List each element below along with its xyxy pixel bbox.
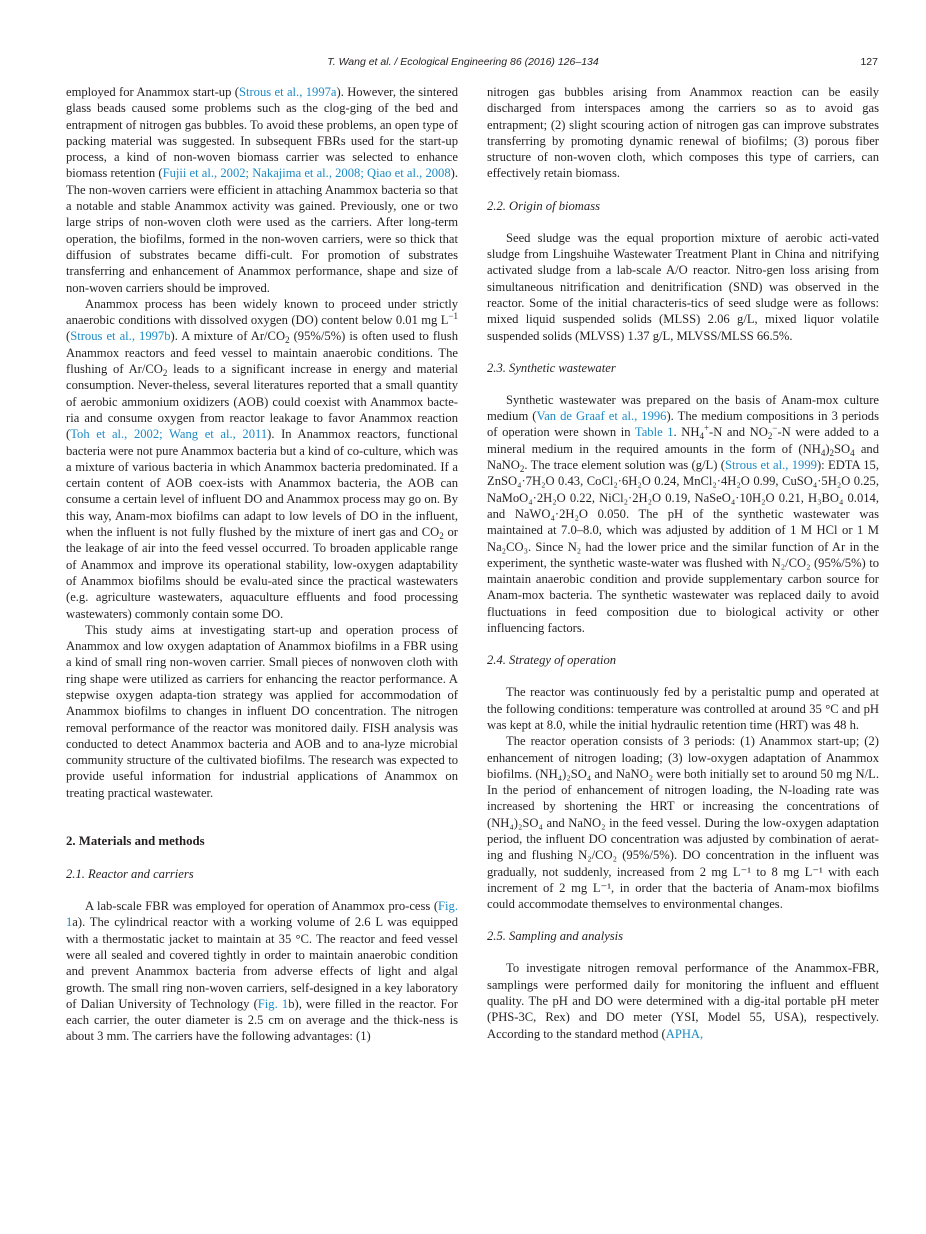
text: ). The medium compositions in 3 periods of operation were shown in — [487, 409, 879, 440]
subscript: 2 — [285, 335, 290, 346]
text: . The trace element solution was (g/L) ( — [524, 458, 725, 473]
text: ). However, the sintered glass beads caused some problems such as the clog-ging of the bed and entrapment of nitrogen gas bubbles. To avoid these problems, an open type of packing material was suggested. In subsequent FBRs used for the start-up process, a kind of non-woven biomass carrier was selected to enhance biomass retention ( — [66, 85, 458, 181]
paragraph-anaerobic-conditions — [66, 296, 458, 622]
subscript: 4 — [850, 447, 855, 458]
paragraph-carrier-advantages: nitrogen gas bubbles arising from Anammox reaction can be easily discharged from interspaces among the carriers so as to avoid gas entrapment; (2) slight scouring action of nitrogen gas can improve substrates transferring by promoting dynamic renewal of biofilms; (3) porous fiber structure of non-woven cloth, which composes this type of carriers, can effectively retain biomass. — [487, 85, 879, 181]
citation-link-strous-1997b[interactable]: Strous et al., 1997b — [70, 329, 171, 344]
text: ) — [825, 441, 830, 456]
citation-link-fujii-nakajima-qiao[interactable]: Fujii et al., 2002; Nakajima et al., 2008; Qiao et al., 2008 — [162, 166, 451, 181]
text: leads to a significant increase in energy and material consumption. Never-theless, several literatures reported that a small quantity of aerobic ammonium oxidizers (AOB) could coexist with Anammox bacte-ria and consume oxygen from reactor leakage to favor Anammox reaction ( — [66, 362, 459, 442]
table-link-table1[interactable]: Table 1 — [634, 425, 674, 440]
paragraph-synthetic-wastewater — [487, 392, 879, 636]
text: ). In Anammox reactors, functional bacteria were not pure Anammox bacteria but a kind of co-culture, which was a mixture of various bacteria in which Anammox bacteria predominated. If a certain content of AOB coex-ists with Anammox bacteria, the AOB can consume a certain level of influent DO and Anammox process may go on. By this way, Anam-mox biofilms can adapt to low levels of DO in the influent, when the influent is not fully flushed by the mixture of inert gas and CO — [66, 427, 459, 540]
citation-link-toh-wang[interactable]: Toh et al., 2002; Wang et al., 2011 — [70, 427, 268, 442]
paragraph-operating-conditions: The reactor was continuously fed by a peristaltic pump and operated at the following conditions: temperature was controlled at around 35 °C and pH was kept at 8.0, while the initial hydraulic retention time (HRT) was 48 h. — [487, 685, 879, 732]
journal-citation: T. Wang et al. / Ecological Engineering 86 (2016) 126–134 — [327, 56, 599, 68]
subscript: 4 — [699, 431, 704, 442]
running-header — [0, 56, 926, 72]
text: ( — [66, 329, 71, 344]
subsection-heading-sampling-analysis: 2.5. Sampling and analysis — [487, 929, 624, 944]
subscript: 2 — [767, 431, 773, 442]
subsection-heading-origin-biomass: 2.2. Origin of biomass — [487, 198, 601, 213]
text: Anammox process has been widely known to proceed under strictly anaerobic conditions with dissolved oxygen (DO) content below 0.01 mg L — [66, 296, 458, 328]
subsection-heading-strategy-operation: 2.4. Strategy of operation — [487, 653, 617, 668]
citation-link-strous-1999[interactable]: Strous et al., 1999 — [725, 458, 817, 473]
subscript: 2 — [829, 447, 835, 458]
text: ): EDTA 15, ZnSO₄·7H₂O 0.43, CoCl₂·6H₂O 0.24, MnCl₂·4H₂O 0.99, CuSO₄·5H₂O 0.25, NaMoO₄·2H₂O 0.22, NiCl₂·2H₂O 0.19, NaSeO₄·10H₂O 0.21, H₃BO₄ 0.014, and NaWO₄·2H₂O 0.050. The pH of the synthetic wastewater was maintained at 7.0–8.0, which was adjusted by addition of 1 M HCl or 1 M Na₂CO₃. Since N₂ had the lower price and the similar function of Ar in the experiment, the synthetic waste-water was flushed with N₂/CO₂ (95%/5%) to maintain anaerobic condition and provide supplementary carbon source for Anam-mox bacteria. The synthetic wastewater was replaced daily to avoid fluctuations in feed composition due to biological activity or other influencing factors. — [487, 458, 879, 636]
text: employed for Anammox start-up ( — [66, 85, 239, 99]
paragraph-reactor-description — [66, 898, 458, 1045]
subsection-heading-synthetic-wastewater: 2.3. Synthetic wastewater — [487, 360, 616, 375]
text: . NH — [673, 425, 700, 440]
text: (95%/5%) is often used to flush Anammox reactors and feed vessel to maintain anaerobic conditions. The flushing of Ar/CO — [66, 329, 459, 377]
text: b), were filled in the reactor. For each carrier, the outer diameter is 2.5 cm on average and the thick-ness is about 3 mm. The carriers have the following advantages: (1) — [66, 996, 458, 1044]
text: A lab-scale FBR was employed for operation of Anammox pro-cess ( — [85, 899, 439, 914]
paragraph-study-aims: This study aims at investigating start-up and operation process of Anammox and low oxygen adaptation of Anammox biofilms in a FBR using a kind of small ring non-woven carrier. Small pieces of nonwoven cloth with ring shape were utilized as carriers for enhancing the reactor performance. A stepwise oxygen adapta-tion strategy was applied for accommodation of Anammox biofilms to changes in influent DO concentration. The nitrogen removal performance of the reactor was monitored daily. FISH analysis was conducted to detect Anammox bacteria and AOB and to ana-lyze microbial community structure of the cultivated biofilms. The research was expected to provide useful information for industrial applications of Anammox on treating practical wastewater. — [66, 622, 458, 800]
subscript: 2 — [162, 368, 168, 379]
citation-link-strous-1997a[interactable]: Strous et al., 1997a — [238, 85, 337, 99]
right-column — [487, 84, 879, 1042]
text: or the leakage of air into the feed vessel occurred. To broaden applicable range of Anammox and improve its operational stability, low-oxygen adaptability of Anammox biofilms should be evalu-ated since the practical wastewaters (e.g. agriculture wastewaters, aquaculture effluents and food processing wastewaters) commonly contain some DO. — [66, 525, 459, 621]
text: SO — [834, 441, 851, 456]
paragraph-seed-sludge: Seed sludge was the equal proportion mixture of aerobic acti-vated sludge from Lingshuihe Wastewater Treatment Plant in China and nitrifying activated sludge from a lab-scale A/O reactor. Nitro-gen loss arising from simultaneous nitrification and denitrification (SND) was observed in the reactor. Some of the initial characteris-tics of seed sludge were as follows: mixed liquid suspended solids (MLSS) 2.06 g/L, mixed liquor volatile suspended solids (MLVSS) 1.37 g/L, MLVSS/MLSS 66.5%. — [487, 230, 879, 343]
page-number: 127 — [860, 56, 878, 68]
citation-link-apha[interactable]: APHA, — [665, 1026, 704, 1041]
paragraph-operation-periods: The reactor operation consists of 3 periods: (1) Anammox start-up; (2) enhancement of nitrogen loading; (3) low-oxygen adaptation of Anammox biofilms. (NH₄)₂SO₄ and NaNO₂ were both initially set to around 50 mg N/L. In the period of enhancement of nitrogen loading, the N-loading rate was increased by shortening the HRT or increasing the concentrations of (NH₄)₂SO₄ and NaNO₂ in the feed vessel. During the low-oxygen adaptation period, the influent DO concentration was adjusted by combination of aerat-ing and flushing N₂/CO₂ (95%/5%). DO concentration in the influent was gradually, not suddenly, increased from 2 mg L⁻¹ to 8 mg L⁻¹ with each increment of 2 mg L⁻¹, in order that the bacteria of Anam-mox biofilms could accommodate themselves to environmental changes. — [487, 734, 879, 912]
subscript: 2 — [439, 531, 444, 542]
paragraph-carriers-history — [66, 84, 458, 296]
figure-link-fig1[interactable]: Fig. 1 — [66, 899, 458, 930]
subscript: 2 — [519, 464, 525, 475]
text: ). A mixture of Ar/CO — [170, 329, 286, 344]
subscript: 4 — [820, 447, 826, 458]
superscript: − — [772, 423, 778, 434]
superscript: −1 — [448, 311, 458, 322]
superscript: + — [703, 423, 710, 434]
text: and NaNO — [487, 441, 879, 473]
text: ). The non-woven carriers were efficient in attaching Anammox bacteria so that a notable and stable Anammox activity was gained. Previously, one or two large strips of non-woven cloth were used as the carriers. After long-term operation, the biofilms, formed in the non-woven carriers, were so thick that diffusion of substrates became diffi-cult. For promotion of substrates transferring and enhancement of Anammox performance, shape and size of non-woven carriers should be improved. — [66, 166, 458, 295]
citation-link-van-de-graaf-1996[interactable]: Van de Graaf et al., 1996 — [536, 409, 667, 424]
subsection-heading-reactor-carriers: 2.1. Reactor and carriers — [66, 867, 194, 882]
text: Synthetic wastewater was prepared on the basis of Anam-mox culture medium ( — [487, 392, 879, 424]
text: -N were added to a mineral medium in the required amounts in the form of (NH — [487, 425, 879, 456]
figure-link-fig1[interactable]: Fig. 1 — [257, 996, 289, 1011]
text: To investigate nitrogen removal performance of the Anammox-FBR, samplings were performed daily for monitoring the influent and effluent quality. The pH and DO were determined with a dig-ital portable pH meter (PHS-3C, Rex) and DO meter (YSI, Model 55, USA), respectively. According to the standard method ( — [487, 961, 879, 1041]
section-heading-materials-methods: 2. Materials and methods — [66, 834, 205, 849]
left-column — [66, 84, 458, 1045]
text: a). The cylindrical reactor with a working volume of 2.6 L was equipped with a thermostatic jacket to maintain at 35 °C. The reactor and feed vessel were all sealed and covered tightly in order to maintain anaerobic condition and prevent Anammox bacteria from adverse effects of light and algal growth. The small ring non-woven carriers, self-designed in a key laboratory of Dalian University of Technology ( — [66, 915, 458, 1011]
paragraph-sampling — [487, 960, 879, 1041]
text: -N and NO — [709, 425, 768, 440]
